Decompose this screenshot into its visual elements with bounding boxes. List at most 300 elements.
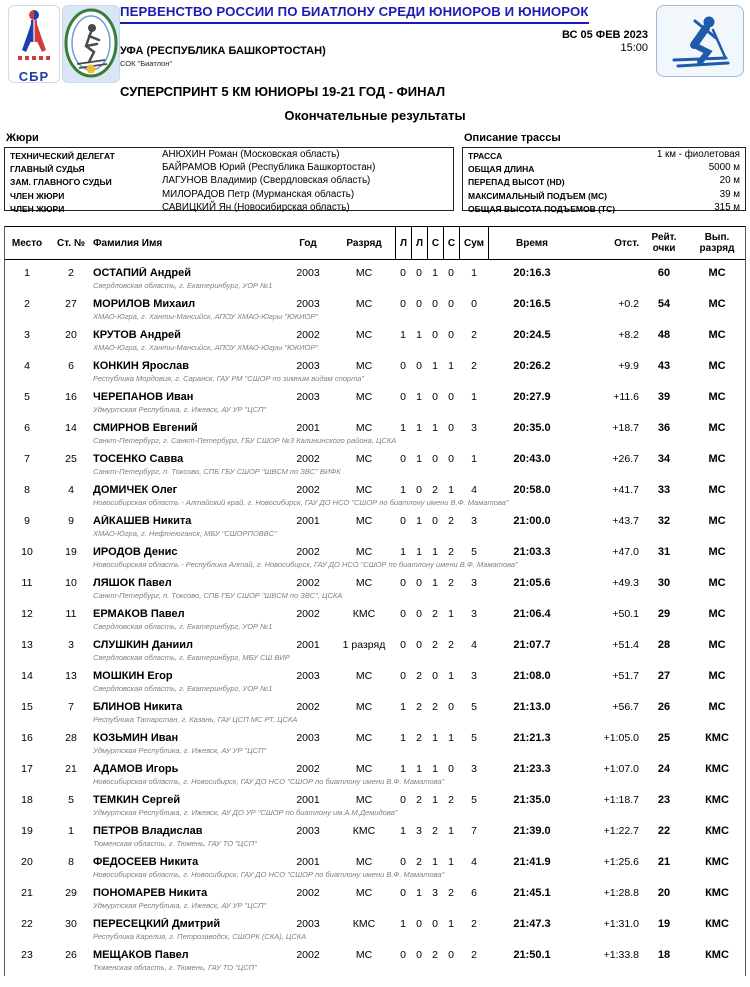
rank-cell: МС (355, 732, 373, 744)
shoot4-cell: 1 (448, 360, 454, 372)
shoot1-cell: 0 (400, 794, 406, 806)
table-row (5, 790, 745, 821)
shoot1-cell: 0 (400, 856, 406, 868)
shoot4-cell: 1 (448, 732, 454, 744)
athlete-name: МЕЩАКОВ Павел (93, 949, 189, 961)
athlete-team: ХМАО-Югра, г. Нефтеюганск, МБУ "СШОРПОВВС" (93, 529, 277, 538)
new-rank-cell: МС (708, 670, 726, 682)
time-cell: 20:16.3 (513, 267, 551, 279)
bib-cell: 3 (68, 639, 74, 651)
new-rank-cell: МС (708, 267, 726, 279)
rank-cell: МС (355, 670, 373, 682)
year-cell: 2002 (296, 546, 320, 558)
shoot3-cell: 0 (432, 670, 438, 682)
behind-cell: +0.2 (618, 298, 639, 310)
rank-cell: МС (355, 546, 373, 558)
time-cell: 20:16.5 (513, 298, 551, 310)
venue-facility: СОК "Биатлон" (120, 59, 173, 68)
rank-cell: МС (355, 391, 373, 403)
table-row (5, 263, 745, 294)
time-cell: 21:35.0 (513, 794, 551, 806)
header (120, 3, 648, 113)
course-label: ОБЩАЯ ДЛИНА (468, 164, 535, 175)
results-table-body (5, 260, 745, 976)
shoot3-cell: 0 (432, 918, 438, 930)
shoot2-cell: 2 (416, 701, 422, 713)
shoot3-cell: 1 (432, 577, 438, 589)
athlete-team: Республика Карелия, г. Петрозаводск, СШОРК (СКА), ЦСКА (93, 932, 307, 941)
time-cell: 21:41.9 (513, 856, 551, 868)
bib-cell: 4 (68, 484, 74, 496)
shoot4-cell: 0 (448, 329, 454, 341)
shoot2-cell: 3 (416, 825, 422, 837)
behind-cell: +1:33.8 (603, 949, 639, 961)
athlete-name: КРУТОВ Андрей (93, 329, 181, 341)
place-cell: 17 (21, 763, 33, 775)
shoot3-cell: 0 (432, 515, 438, 527)
behind-cell: +8.2 (618, 329, 639, 341)
col-name: Фамилия Имя (93, 237, 163, 249)
shoot4-cell: 0 (448, 391, 454, 403)
rank-cell: МС (355, 453, 373, 465)
shoot3-cell: 2 (432, 639, 438, 651)
table-row (5, 294, 745, 325)
table-row (5, 821, 745, 852)
new-rank-cell: КМС (705, 825, 729, 837)
event-date: ВС 05 ФЕВ 2023 (561, 29, 648, 41)
athlete-name: ТОСЕНКО Савва (93, 453, 184, 465)
shoot1-cell: 0 (400, 949, 406, 961)
place-cell: 8 (24, 484, 30, 496)
new-rank-cell: КМС (705, 918, 729, 930)
shoot1-cell: 1 (400, 701, 406, 713)
jury-table (4, 147, 454, 214)
col-shoot-2: Л (411, 227, 427, 259)
shoot3-cell: 2 (432, 825, 438, 837)
year-cell: 2003 (296, 732, 320, 744)
col-shoot-1: Л (395, 227, 411, 259)
event-title: СУПЕРСПРИНТ 5 КМ ЮНИОРЫ 19-21 ГОД - ФИНАЛ (120, 84, 446, 99)
place-cell: 2 (24, 298, 30, 310)
athlete-team: ХМАО-Югра, г. Ханты-Мансийск, АПОУ ХМАО-Югры "ЮКИОР" (93, 343, 319, 352)
bib-cell: 11 (65, 608, 77, 620)
table-row (5, 945, 745, 976)
points-cell: 21 (657, 856, 671, 868)
shoot1-cell: 1 (400, 329, 406, 341)
athlete-team: Санкт-Петербург, п. Токсово, СПБ ГБУ СШОР "ШВСМ по ЗВС" ВИФК (93, 467, 341, 476)
place-cell: 22 (21, 918, 33, 930)
shoot4-cell: 2 (448, 794, 454, 806)
bib-cell: 28 (65, 732, 77, 744)
new-rank-cell: МС (708, 701, 726, 713)
athlete-name: ТЕМКИН Сергей (93, 794, 181, 806)
shoot4-cell: 0 (448, 422, 454, 434)
venue: УФА (РЕСПУБЛИКА БАШКОРТОСТАН) (120, 45, 326, 57)
shoot-sum-cell: 3 (471, 577, 477, 589)
shoot3-cell: 1 (432, 763, 438, 775)
table-row (5, 387, 745, 418)
shoot1-cell: 0 (400, 639, 406, 651)
shoot2-cell: 0 (416, 484, 422, 496)
shoot-sum-cell: 3 (471, 763, 477, 775)
shoot3-cell: 2 (432, 701, 438, 713)
athlete-name: КОЗЬМИН Иван (93, 732, 179, 744)
bib-cell: 25 (65, 453, 77, 465)
points-cell: 23 (657, 794, 671, 806)
biathlon-pictogram-icon (656, 5, 744, 77)
course-row (468, 175, 740, 188)
year-cell: 2002 (296, 701, 320, 713)
place-cell: 13 (21, 639, 33, 651)
points-cell: 34 (657, 453, 671, 465)
page-title: ПЕРВЕНСТВО РОССИИ ПО БИАТЛОНУ СРЕДИ ЮНИОРОВ И ЮНИОРОК (120, 4, 589, 24)
shoot3-cell: 1 (432, 267, 438, 279)
rank-cell: МС (355, 856, 373, 868)
behind-cell: +47.0 (612, 546, 639, 558)
behind-cell: +1:28.8 (603, 887, 639, 899)
points-cell: 27 (657, 670, 671, 682)
shoot1-cell: 1 (400, 825, 406, 837)
points-cell: 26 (657, 701, 671, 713)
place-cell: 4 (24, 360, 30, 372)
points-cell: 29 (657, 608, 671, 620)
athlete-team: ХМАО-Югра, г. Ханты-Мансийск, АПОУ ХМАО-Югры "ЮКИОР" (93, 312, 319, 321)
new-rank-cell: МС (708, 391, 726, 403)
course-row (468, 149, 740, 162)
shoot-sum-cell: 1 (471, 267, 477, 279)
behind-cell: +51.4 (612, 639, 639, 651)
bib-cell: 2 (68, 267, 74, 279)
bashkortostan-federation-emblem-logo (62, 5, 120, 83)
behind-cell: +41.7 (612, 484, 639, 496)
sbr-skier-icon (9, 6, 59, 66)
course-row (468, 202, 740, 215)
shoot4-cell: 0 (448, 453, 454, 465)
athlete-team: Удмуртская Республика, г. Ижевск, АУ ДО УР "СШОР по биатлону им.А.М.Демидова" (93, 808, 398, 817)
shoot4-cell: 1 (448, 918, 454, 930)
points-cell: 54 (657, 298, 671, 310)
shoot-sum-cell: 5 (471, 794, 477, 806)
shoot2-cell: 1 (416, 546, 422, 558)
jury-role: ЧЛЕН ЖЮРИ (10, 203, 65, 214)
bib-cell: 14 (65, 422, 77, 434)
new-rank-cell: МС (708, 298, 726, 310)
time-cell: 21:23.3 (513, 763, 551, 775)
rank-cell: МС (355, 887, 373, 899)
col-sum: Сум (459, 227, 489, 259)
shoot2-cell: 1 (416, 391, 422, 403)
athlete-team: Новосибирская область - Республика Алтай, г. Новосибирск, ГАУ ДО НСО "СШОР по биатлону имени В.Ф. Маматова" (93, 560, 518, 569)
rank-cell: 1 разряд (342, 639, 386, 651)
athlete-name: КОНКИН Ярослав (93, 360, 190, 372)
shoot4-cell: 2 (448, 515, 454, 527)
shoot1-cell: 1 (400, 484, 406, 496)
shoot1-cell: 0 (400, 267, 406, 279)
year-cell: 2003 (296, 360, 320, 372)
behind-cell: +9.9 (618, 360, 639, 372)
year-cell: 2001 (296, 794, 320, 806)
rank-cell: МС (355, 329, 373, 341)
bib-cell: 19 (65, 546, 77, 558)
place-cell: 23 (21, 949, 33, 961)
athlete-team: Санкт-Петербург, п. Токсово, СПБ ГБУ СШОР "ШВСМ по ЗВС", ЦСКА (93, 591, 343, 600)
rank-cell: МС (355, 794, 373, 806)
shoot1-cell: 1 (400, 918, 406, 930)
table-row (5, 542, 745, 573)
athlete-name: ОСТАПИЙ Андрей (93, 267, 191, 279)
bib-cell: 9 (68, 515, 74, 527)
bib-cell: 8 (68, 856, 74, 868)
new-rank-cell: МС (708, 608, 726, 620)
year-cell: 2003 (296, 918, 320, 930)
athlete-team: Удмуртская Республика, г. Ижевск, АУ УР "ЦСП" (93, 901, 267, 910)
athlete-name: МОШКИН Егор (93, 670, 173, 682)
shoot3-cell: 2 (432, 608, 438, 620)
behind-cell (575, 267, 641, 280)
shoot-sum-cell: 4 (471, 484, 477, 496)
shoot1-cell: 0 (400, 887, 406, 899)
jury-name: АНЮХИН Роман (Московская область) (162, 149, 340, 160)
rank-cell: МС (355, 763, 373, 775)
points-cell: 43 (657, 360, 671, 372)
table-row (5, 883, 745, 914)
shoot2-cell: 2 (416, 732, 422, 744)
jury-role: ГЛАВНЫЙ СУДЬЯ (10, 164, 85, 175)
time-cell: 20:43.0 (513, 453, 551, 465)
behind-cell: +1:25.6 (603, 856, 639, 868)
results-table-header (5, 226, 745, 260)
shoot4-cell: 2 (448, 577, 454, 589)
jury-role: ЧЛЕН ЖЮРИ (10, 190, 65, 201)
athlete-team: Удмуртская Республика, г. Ижевск, АУ УР "ЦСП" (93, 405, 267, 414)
athlete-team: Тюменская область, г. Тюмень, ГАУ ТО "ЦСП" (93, 963, 257, 972)
new-rank-cell: МС (708, 422, 726, 434)
year-cell: 2001 (296, 856, 320, 868)
place-cell: 14 (21, 670, 33, 682)
points-cell: 22 (657, 825, 671, 837)
athlete-team: Свердловская область, г. Екатеринбург, МБУ СШ ВИР (93, 653, 290, 662)
bib-cell: 1 (68, 825, 74, 837)
shoot4-cell: 2 (448, 639, 454, 651)
athlete-team: Новосибирская область - Алтайский край, г. Новосибирск, ГАУ ДО НСО "СШОР по биатлону имени В.Ф. Маматова" (93, 498, 509, 507)
rank-cell: МС (355, 422, 373, 434)
behind-cell: +51.7 (612, 670, 639, 682)
shoot1-cell: 1 (400, 732, 406, 744)
results-heading: Окончательные результаты (284, 108, 466, 123)
course-table (462, 147, 746, 214)
rank-cell: МС (355, 298, 373, 310)
table-row (5, 573, 745, 604)
time-cell: 21:45.1 (513, 887, 551, 899)
time-cell: 21:05.6 (513, 577, 551, 589)
new-rank-cell: МС (708, 360, 726, 372)
shoot1-cell: 0 (400, 298, 406, 310)
jury-row (10, 202, 448, 215)
jury-role: ТЕХНИЧЕСКИЙ ДЕЛЕГАТ (10, 151, 115, 161)
shoot2-cell: 2 (416, 794, 422, 806)
athlete-name: ДОМИЧЕК Олег (93, 484, 178, 496)
col-new-rank: Вып. разряд (699, 232, 735, 254)
bib-cell: 26 (65, 949, 77, 961)
shoot4-cell: 1 (448, 608, 454, 620)
new-rank-cell: КМС (705, 887, 729, 899)
shoot3-cell: 0 (432, 329, 438, 341)
shoot2-cell: 0 (416, 608, 422, 620)
course-row (468, 162, 740, 175)
bib-cell: 13 (65, 670, 77, 682)
points-cell: 25 (657, 732, 671, 744)
athlete-team: Санкт-Петербург, г. Санкт-Петербург, ГБУ СШОР №3 Калининского района, ЦСКА (93, 436, 397, 445)
new-rank-cell: МС (708, 515, 726, 527)
shoot2-cell: 0 (416, 949, 422, 961)
points-cell: 31 (657, 546, 671, 558)
time-cell: 20:27.9 (513, 391, 551, 403)
bib-cell: 21 (65, 763, 77, 775)
rank-cell: МС (355, 515, 373, 527)
shoot1-cell: 1 (400, 546, 406, 558)
new-rank-cell: КМС (705, 794, 729, 806)
bib-cell: 10 (65, 577, 77, 589)
course-row (468, 189, 740, 202)
table-row (5, 480, 745, 511)
points-cell: 30 (657, 577, 671, 589)
shoot4-cell: 2 (448, 546, 454, 558)
athlete-name: СМИРНОВ Евгений (93, 422, 198, 434)
year-cell: 2003 (296, 267, 320, 279)
year-cell: 2003 (296, 298, 320, 310)
shoot1-cell: 1 (400, 422, 406, 434)
year-cell: 2002 (296, 763, 320, 775)
shoot-sum-cell: 4 (471, 856, 477, 868)
year-cell: 2001 (296, 515, 320, 527)
jury-name: МИЛОРАДОВ Петр (Мурманская область) (162, 188, 355, 200)
time-cell: 21:39.0 (513, 825, 551, 837)
col-shoot-3: С (427, 227, 443, 259)
shoot2-cell: 0 (416, 298, 422, 310)
behind-cell: +49.3 (612, 577, 639, 589)
place-cell: 19 (21, 825, 33, 837)
shoot2-cell: 1 (416, 515, 422, 527)
col-time: Время (516, 237, 548, 249)
bib-cell: 20 (65, 329, 77, 341)
rank-cell: МС (355, 949, 373, 961)
course-label: МАКСИМАЛЬНЫЙ ПОДЪЕМ (MC) (468, 190, 607, 201)
rank-cell: МС (355, 484, 373, 496)
points-cell: 36 (657, 422, 671, 434)
athlete-team: Тюменская область, г. Тюмень, ГАУ ТО "ЦСП" (93, 839, 257, 848)
athlete-name: ИРОДОВ Денис (93, 546, 178, 558)
points-cell: 39 (657, 391, 671, 403)
table-row (5, 666, 745, 697)
shoot4-cell: 2 (448, 887, 454, 899)
shoot3-cell: 1 (432, 546, 438, 558)
time-cell: 21:08.0 (513, 670, 551, 682)
place-cell: 6 (24, 422, 30, 434)
time-cell: 21:03.3 (513, 546, 551, 558)
points-cell: 33 (657, 484, 671, 496)
points-cell: 24 (657, 763, 671, 775)
col-points: Рейт. очки (651, 232, 677, 254)
shoot1-cell: 0 (400, 453, 406, 465)
athlete-name: ПЕТРОВ Владислав (93, 825, 203, 837)
place-cell: 16 (21, 732, 33, 744)
year-cell: 2003 (296, 670, 320, 682)
table-row (5, 604, 745, 635)
athlete-name: ПЕРЕСЕЦКИЙ Дмитрий (93, 918, 221, 930)
jury-name: БАЙРАМОВ Юрий (Республика Башкортостан) (162, 162, 376, 174)
shoot-sum-cell: 5 (471, 701, 477, 713)
bib-cell: 6 (68, 360, 74, 372)
course-label: ОБЩАЯ ВЫСОТА ПОДЪЕМОВ (TC) (468, 203, 616, 214)
place-cell: 15 (21, 701, 33, 713)
bib-cell: 30 (65, 918, 77, 930)
shoot2-cell: 0 (416, 639, 422, 651)
place-cell: 20 (21, 856, 33, 868)
course-heading: Описание трассы (464, 132, 561, 144)
athlete-team: Республика Мордовия, г. Саранск, ГАУ РМ "СШОР по зимним видам спорта" (93, 374, 365, 383)
course-block (462, 132, 746, 214)
jury-block (4, 132, 454, 214)
athlete-team: Новосибирская область, г. Новосибирск, ГАУ ДО НСО "СШОР по биатлону имени В.Ф. Маматова" (93, 870, 445, 879)
shoot4-cell: 1 (448, 670, 454, 682)
place-cell: 12 (21, 608, 33, 620)
shoot-sum-cell: 3 (471, 515, 477, 527)
jury-role: ЗАМ. ГЛАВНОГО СУДЬИ (10, 177, 112, 188)
rank-cell: КМС (352, 608, 376, 620)
shoot-sum-cell: 2 (471, 918, 477, 930)
new-rank-cell: МС (708, 639, 726, 651)
col-bib: Ст. № (57, 237, 85, 249)
shoot-sum-cell: 3 (471, 422, 477, 434)
federation-emblem-icon (63, 6, 119, 82)
new-rank-cell: МС (708, 329, 726, 341)
behind-cell: +1:22.7 (603, 825, 639, 837)
behind-cell: +43.7 (612, 515, 639, 527)
shoot-sum-cell: 0 (471, 298, 477, 310)
shoot-sum-cell: 2 (471, 949, 477, 961)
bib-cell: 5 (68, 794, 74, 806)
behind-cell: +1:07.0 (603, 763, 639, 775)
shoot3-cell: 1 (432, 422, 438, 434)
year-cell: 2001 (296, 639, 320, 651)
sbr-logo-label: СБР (18, 69, 50, 83)
table-row (5, 356, 745, 387)
shoot2-cell: 2 (416, 670, 422, 682)
athlete-name: АДАМОВ Игорь (93, 763, 179, 775)
time-cell: 21:13.0 (513, 701, 551, 713)
shoot2-cell: 0 (416, 267, 422, 279)
jury-row (10, 189, 448, 202)
shoot4-cell: 1 (448, 856, 454, 868)
shoot-sum-cell: 5 (471, 732, 477, 744)
points-cell: 32 (657, 515, 671, 527)
time-cell: 21:07.7 (513, 639, 551, 651)
shoot-sum-cell: 2 (471, 360, 477, 372)
course-label: ТРАССА (468, 151, 503, 161)
shoot4-cell: 1 (448, 825, 454, 837)
table-row (5, 728, 745, 759)
shoot3-cell: 1 (432, 856, 438, 868)
date-time-block (562, 29, 648, 55)
athlete-team: Свердловская область, г. Екатеринбург, УОР №1 (93, 281, 273, 290)
bib-cell: 29 (65, 887, 77, 899)
rank-cell: МС (355, 360, 373, 372)
jury-name: ЛАГУНОВ Владимир (Свердловская область) (162, 175, 371, 187)
year-cell: 2002 (296, 484, 320, 496)
athlete-team: Новосибирская область, г. Новосибирск, ГАУ ДО НСО "СШОР по биатлону имени В.Ф. Маматова" (93, 777, 445, 786)
col-shoot-4: С (443, 227, 459, 259)
place-cell: 1 (24, 267, 30, 279)
